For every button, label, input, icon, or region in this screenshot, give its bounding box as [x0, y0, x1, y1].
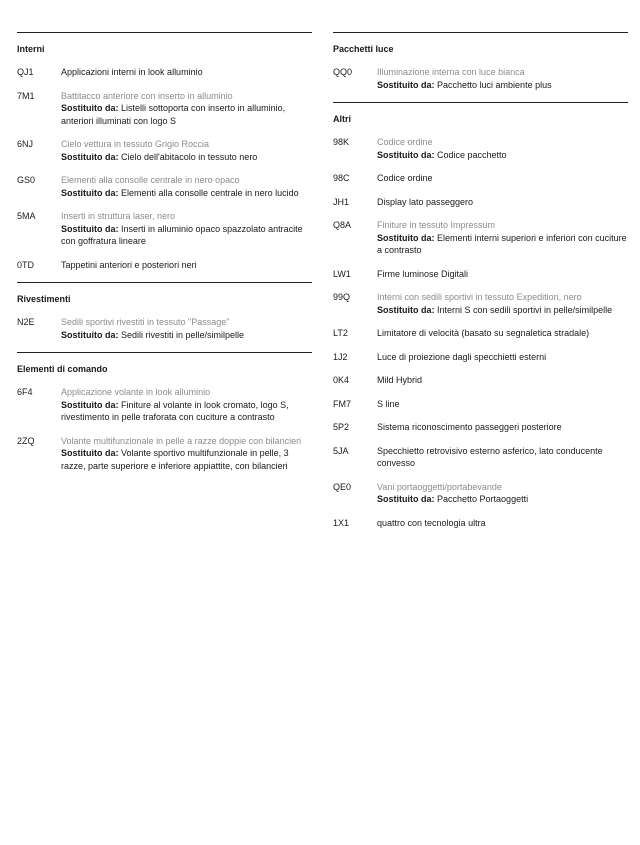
- option-description: Illuminazione interna con luce bianca: [377, 67, 525, 77]
- equipment-item: [17, 386, 312, 424]
- replacement-prefix: Sostituito da:: [377, 304, 435, 315]
- equipment-item: [17, 316, 312, 341]
- option-description: Sedili sportivi rivestiti in tessuto "Passage": [61, 317, 230, 327]
- section: [333, 32, 628, 91]
- replacement-line: [377, 79, 628, 92]
- option-description: Cielo vettura in tessuto Grigio Roccia: [61, 139, 210, 149]
- left-column: [17, 32, 312, 483]
- equipment-item: [333, 219, 628, 257]
- replacement-text: Pacchetto luci ambiente plus: [437, 79, 552, 90]
- equipment-item: [17, 138, 312, 163]
- equipment-item: [333, 172, 628, 185]
- option-description: Vani portaoggetti/portabevande: [377, 481, 502, 492]
- equipment-item: [333, 268, 628, 281]
- option-description: Volante multifunzionale in pelle a razze doppie con bilancieri: [61, 435, 302, 446]
- replacement-prefix: Sostituito da:: [61, 329, 119, 340]
- option-body: [377, 351, 628, 364]
- option-body: [61, 259, 312, 272]
- option-code: LT2: [333, 328, 348, 338]
- option-code: QJ1: [17, 67, 34, 77]
- option-body: [377, 196, 628, 209]
- replacement-line: [61, 151, 312, 164]
- replacement-text: Elementi interni superiori e inferiori con cuciture a contrasto: [377, 232, 627, 255]
- replacement-line: [377, 232, 628, 257]
- equipment-item: [333, 398, 628, 411]
- option-code: LW1: [333, 268, 351, 279]
- equipment-item: [17, 90, 312, 128]
- replacement-line: [61, 399, 312, 424]
- option-code: 5JA: [333, 445, 349, 456]
- equipment-item: [333, 481, 628, 506]
- option-code: 1J2: [333, 351, 348, 362]
- replacement-text: Finiture al volante in look cromato, logo S, rivestimento in pelle traforata con cuciture a contrasto: [61, 399, 289, 422]
- replacement-text: Volante sportivo multifunzionale in pelle, 3 razze, parte superiore e inferiore appiattite, con bilancieri: [61, 448, 289, 471]
- replacement-prefix: Sostituito da:: [377, 149, 435, 160]
- replacement-prefix: Sostituito da:: [61, 399, 119, 410]
- section: [17, 352, 312, 472]
- option-body: [377, 136, 628, 161]
- option-body: [377, 327, 628, 340]
- option-description: Display lato passeggero: [377, 196, 474, 207]
- equipment-item: [333, 374, 628, 387]
- option-description: Mild Hybrid: [377, 375, 423, 385]
- option-code: QQ0: [333, 67, 353, 77]
- replacement-prefix: Sostituito da:: [61, 223, 119, 234]
- section-title: Elementi di comando: [17, 364, 108, 374]
- replacement-text: Pacchetto Portaoggetti: [437, 494, 529, 504]
- option-body: [377, 481, 628, 506]
- replacement-text: Cielo dell'abitacolo in tessuto nero: [121, 151, 258, 162]
- option-code: 2ZQ: [17, 435, 35, 446]
- section-title: Pacchetti luce: [333, 44, 394, 54]
- replacement-prefix: Sostituito da:: [377, 79, 435, 90]
- option-description: Specchietto retrovisivo esterno asferico, lato conducente convesso: [377, 445, 603, 468]
- replacement-line: [377, 149, 628, 162]
- replacement-line: [61, 102, 312, 127]
- option-body: [377, 219, 628, 257]
- option-body: [377, 517, 628, 530]
- replacement-prefix: Sostituito da:: [377, 232, 435, 243]
- option-body: [377, 445, 628, 470]
- section: [333, 102, 628, 529]
- equipment-item: [333, 291, 628, 316]
- option-body: [61, 210, 312, 248]
- replacement-text: Sedili rivestiti in pelle/similpelle: [121, 329, 245, 340]
- option-body: [61, 174, 312, 199]
- section-title: Interni: [17, 44, 45, 54]
- option-body: [61, 90, 312, 128]
- replacement-line: [377, 304, 628, 317]
- option-body: [61, 386, 312, 424]
- option-body: [61, 66, 312, 79]
- option-code: JH1: [333, 196, 350, 207]
- option-body: [377, 421, 628, 434]
- replacement-line: [61, 223, 312, 248]
- replacement-text: Listelli sottoporta con inserto in alluminio, anteriori illuminati con logo S: [61, 103, 286, 126]
- option-code: 1X1: [333, 517, 350, 528]
- option-code: 98C: [333, 173, 350, 183]
- option-code: 0TD: [17, 259, 35, 270]
- equipment-item: [333, 517, 628, 530]
- option-body: [377, 398, 628, 411]
- equipment-item: [17, 174, 312, 199]
- option-code: 0K4: [333, 375, 350, 385]
- replacement-prefix: Sostituito da:: [61, 151, 119, 162]
- option-description: Codice ordine: [377, 137, 433, 147]
- option-description: Limitatore di velocità (basato su segnaletica stradale): [377, 328, 590, 338]
- option-body: [61, 316, 312, 341]
- section-title: Rivestimenti: [17, 294, 71, 304]
- replacement-prefix: Sostituito da:: [377, 494, 435, 504]
- option-description: Applicazioni interni in look alluminio: [61, 67, 203, 77]
- option-code: 5P2: [333, 422, 350, 432]
- option-description: Codice ordine: [377, 173, 433, 183]
- option-description: Elementi alla consolle centrale in nero opaco: [61, 175, 240, 185]
- option-body: [377, 66, 628, 91]
- option-description: Tappetini anteriori e posteriori neri: [61, 259, 197, 270]
- replacement-line: [61, 187, 312, 200]
- right-column: [333, 32, 628, 540]
- option-body: [377, 374, 628, 387]
- option-description: Applicazione volante in look alluminio: [61, 387, 211, 397]
- replacement-prefix: Sostituito da:: [61, 103, 119, 113]
- option-code: GS0: [17, 175, 36, 185]
- replacement-prefix: Sostituito da:: [61, 448, 119, 458]
- replacement-line: [61, 447, 312, 472]
- option-description: S line: [377, 398, 400, 409]
- option-body: [377, 172, 628, 185]
- replacement-text: Inserti in alluminio opaco spazzolato antracite con goffratura lineare: [61, 223, 303, 246]
- option-body: [61, 138, 312, 163]
- option-description: Battitacco anteriore con inserto in alluminio: [61, 90, 233, 101]
- equipment-item: [333, 327, 628, 340]
- replacement-line: [377, 493, 628, 506]
- option-code: 98K: [333, 137, 350, 147]
- replacement-prefix: Sostituito da:: [61, 187, 119, 198]
- option-code: 6NJ: [17, 139, 34, 149]
- option-code: FM7: [333, 398, 351, 409]
- equipment-item: [333, 136, 628, 161]
- equipment-item: [333, 196, 628, 209]
- equipment-item: [17, 435, 312, 473]
- equipment-item: [333, 351, 628, 364]
- equipment-item: [333, 445, 628, 470]
- option-body: [377, 268, 628, 281]
- option-code: 5MA: [17, 211, 36, 221]
- option-body: [61, 435, 312, 473]
- option-description: Inserti in struttura laser, nero: [61, 211, 176, 221]
- option-description: Finiture in tessuto Impressum: [377, 220, 496, 230]
- option-code: Q8A: [333, 220, 352, 230]
- option-description: Interni con sedili sportivi in tessuto Expedition, nero: [377, 292, 582, 302]
- replacement-text: Interni S con sedili sportivi in pelle/similpelle: [437, 304, 613, 315]
- option-description: Luce di proiezione dagli specchietti esterni: [377, 351, 547, 362]
- equipment-item: [17, 259, 312, 272]
- section: [17, 32, 312, 271]
- equipment-item: [17, 66, 312, 79]
- replacement-text: Elementi alla consolle centrale in nero lucido: [121, 187, 299, 198]
- option-code: QE0: [333, 481, 352, 492]
- option-code: 7M1: [17, 90, 35, 101]
- option-code: N2E: [17, 317, 35, 327]
- replacement-text: Codice pacchetto: [437, 149, 507, 160]
- option-code: 6F4: [17, 387, 33, 397]
- replacement-line: [61, 329, 312, 342]
- equipment-item: [17, 210, 312, 248]
- section: [17, 282, 312, 341]
- section-title: Altri: [333, 114, 351, 124]
- equipment-item: [333, 66, 628, 91]
- option-description: Firme luminose Digitali: [377, 268, 469, 279]
- option-description: quattro con tecnologia ultra: [377, 517, 486, 528]
- equipment-item: [333, 421, 628, 434]
- option-body: [377, 291, 628, 316]
- option-code: 99Q: [333, 292, 351, 302]
- option-description: Sistema riconoscimento passeggeri posteriore: [377, 422, 562, 432]
